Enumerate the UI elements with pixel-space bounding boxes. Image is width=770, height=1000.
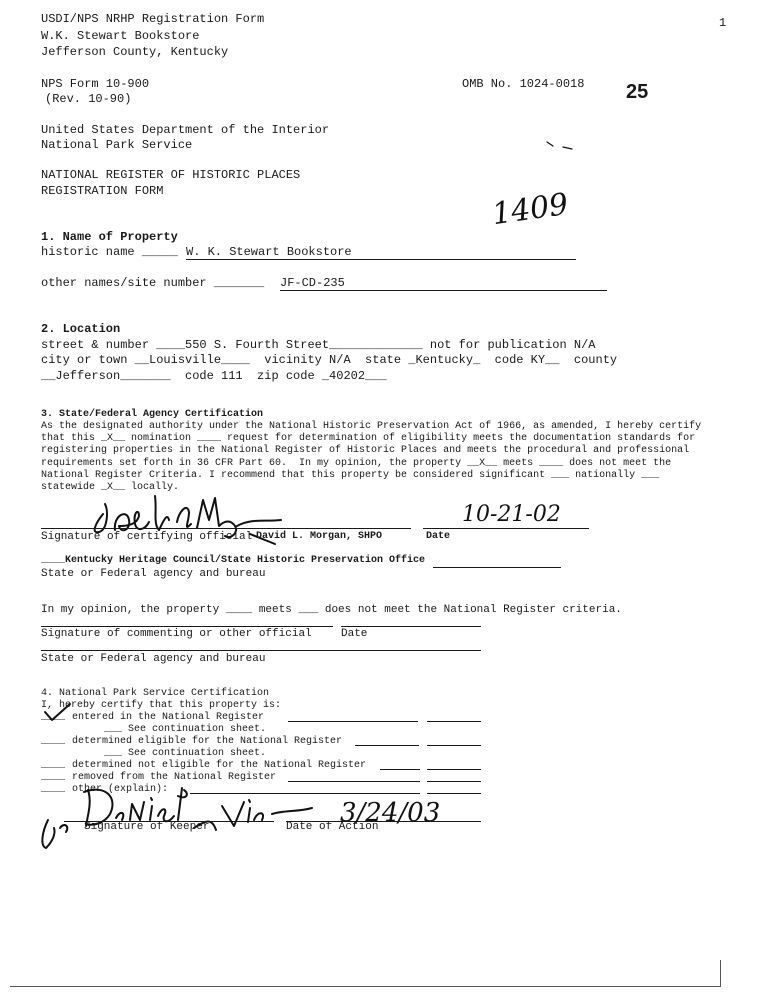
certifying-signature-label: Signature of certifying official	[41, 531, 253, 543]
keeper-line-1	[288, 721, 418, 722]
option-entered: entered in the National Register	[72, 712, 265, 723]
keeper-line-2	[355, 745, 419, 746]
location-line-1: street & number ____550 S. Fourth Street_____________ not for publication N/A	[41, 338, 596, 352]
form-subtitle: REGISTRATION FORM	[41, 184, 164, 198]
section-4-intro: I, hereby certify that this property is:	[41, 700, 282, 711]
action-date-label: Date of Action	[286, 821, 379, 833]
keeper-line-3	[380, 769, 420, 770]
stray-mark	[545, 140, 575, 152]
other-names-label: other names/site number _______	[41, 276, 265, 290]
certification-paragraph: As the designated authority under the National Historic Preservation Act of 1966, as amended, I hereby certify that this _X__ nomination ____ request for determination of eligibility meets the documentation standards for registering properties in the National Register of Historic Places and meets the procedural and professional requirements set forth in 36 CFR Part 60. In my opinion, the property __X__ meets ____ does not meet the National Register Criteria. I recommend that this property be considered significant ___ nationally ___ statewide _X__ locally.	[41, 421, 702, 494]
keeper-signature	[36, 780, 356, 852]
checkmark-entered	[42, 700, 74, 724]
service-name: National Park Service	[41, 138, 193, 152]
opinion-line: In my opinion, the property ____ meets ___ does not meet the National Register criteria.	[41, 604, 622, 616]
section-3-heading: 3. State/Federal Agency Certification	[41, 409, 264, 420]
location-line-3: __Jefferson_______ code 111 zip code _40202___	[41, 369, 387, 383]
option-blank-other: ____	[41, 784, 66, 795]
historic-name-label: historic name _____	[41, 245, 178, 259]
scan-border-bottom	[10, 986, 720, 987]
form-title: USDI/NPS NRHP Registration Form	[41, 12, 265, 26]
keeper-date-line-1	[427, 721, 481, 722]
other-names-underline	[280, 290, 607, 291]
keeper-date-line-4	[427, 781, 481, 782]
section-1-heading: 1. Name of Property	[41, 230, 178, 244]
scan-border-right	[720, 960, 721, 987]
historic-name-underline	[186, 259, 576, 260]
agency-label: State or Federal agency and bureau	[41, 568, 266, 580]
section-2-heading: 2. Location	[41, 322, 121, 336]
location-line-2: city or town __Louisville____ vicinity N/A state _Kentucky_ code KY__ county	[41, 353, 618, 367]
certifying-official-name: David L. Morgan, SHPO	[256, 531, 383, 542]
page-number: 1	[719, 16, 727, 30]
option-removed: removed from the National Register	[72, 772, 277, 783]
agency-line-2	[41, 650, 481, 651]
certifying-date-handwritten: 10-21-02	[462, 502, 561, 527]
keeper-date-line-2	[427, 745, 481, 746]
keeper-signature-label: Signature of Keeper	[84, 821, 210, 833]
certifying-date-line	[423, 528, 589, 529]
option-other: other (explain):	[72, 784, 169, 795]
register-title: NATIONAL REGISTER OF HISTORIC PLACES	[41, 168, 301, 182]
stamp-number: 25	[626, 81, 649, 103]
option-blank-entered: ____	[41, 712, 66, 723]
agency-underline	[433, 567, 561, 568]
keeper-date-line-5	[427, 793, 481, 794]
option-eligible: determined eligible for the National Register	[72, 736, 343, 747]
form-revision: (Rev. 10-90)	[45, 92, 132, 106]
omb-number: OMB No. 1024-0018	[462, 77, 585, 91]
certifying-date-label: Date	[426, 531, 451, 542]
department-name: United States Department of the Interior	[41, 123, 330, 137]
option-blank-removed: ____	[41, 772, 66, 783]
option-blank-not-eligible: ____	[41, 760, 66, 771]
historic-name-value: W. K. Stewart Bookstore	[186, 245, 352, 259]
continuation-2: ___ See continuation sheet.	[104, 748, 267, 759]
action-date-handwritten: 3/24/03	[340, 798, 441, 828]
option-blank-eligible: ____	[41, 736, 66, 747]
section-4-heading: 4. National Park Service Certification	[41, 688, 270, 699]
commenting-signature-label: Signature of commenting or other official	[41, 628, 312, 640]
property-line: W.K. Stewart Bookstore	[41, 29, 200, 43]
form-number: NPS Form 10-900	[41, 77, 150, 91]
keeper-date-line-3	[427, 769, 481, 770]
agency-label-2: State or Federal agency and bureau	[41, 653, 266, 665]
agency-name: ____Kentucky Heritage Council/State Historic Preservation Office	[41, 555, 426, 566]
option-not-eligible: determined not eligible for the National Register	[72, 760, 367, 771]
location-line: Jefferson County, Kentucky	[41, 45, 229, 59]
commenting-date-label: Date	[341, 628, 368, 640]
other-names-value: JF-CD-235	[280, 276, 345, 290]
handwritten-reference: 1409	[489, 186, 571, 233]
certifying-signature-line	[41, 528, 411, 529]
continuation-1: ___ See continuation sheet.	[104, 724, 267, 735]
